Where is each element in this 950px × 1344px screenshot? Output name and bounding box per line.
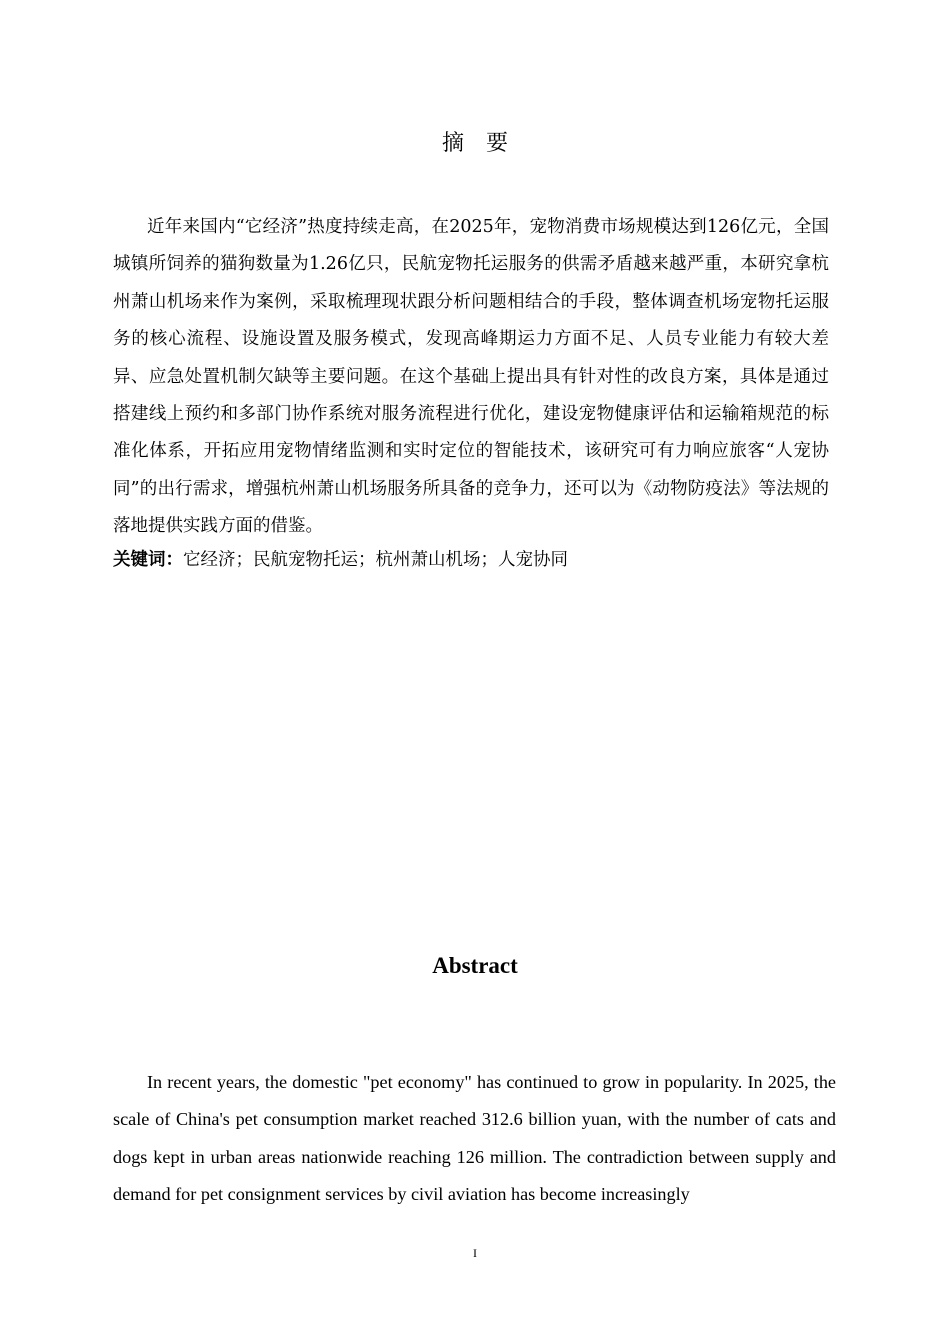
chinese-abstract-body: 近年来国内“它经济”热度持续走高，在2025年，宠物消费市场规模达到126亿元，全国城镇所饲养的猫狗数量为1.26亿只，民航宠物托运服务的供需矛盾越来越严重，本研究拿杭州萧山机场来作为案例，采取梳理现状跟分析问题相结合的手段，整体调查机场宠物托运服务的核心流程、设施设置及服务模式，发现高峰期运力方面不足、人员专业能力有较大差异、应急处置机制欠缺等主要问题。在这个基础上提出具有针对性的改良方案，具体是通过搭建线上预约和多部门协作系统对服务流程进行优化，建设宠物健康评估和运输箱规范的标准化体系，开拓应用宠物情绪监测和实时定位的智能技术，该研究可有力响应旅客“人宠协同”的出行需求，增强杭州萧山机场服务所具备的竞争力，还可以为《动物防疫法》等法规的落地提供实践方面的借鉴。	[113, 217, 829, 537]
chinese-abstract-title: 摘要	[441, 131, 530, 156]
keywords-label: 关键词：	[113, 550, 183, 570]
page-number: I	[473, 1246, 477, 1260]
chinese-keywords	[113, 542, 829, 579]
keywords-list: 它经济；民航宠物托运；杭州萧山机场；人宠协同	[183, 550, 568, 570]
english-abstract-body: In recent years, the domestic "pet economy" has continued to grow in popularity. In 2025, the scale of China's pet consumption market reached 312.6 billion yuan, with the number of cats and dogs kept in urban areas nationwide reaching 126 million. The contradiction between supply and demand for pet consignment services by civil aviation has become increasingly	[113, 1072, 836, 1204]
english-abstract-title: Abstract	[432, 953, 518, 978]
